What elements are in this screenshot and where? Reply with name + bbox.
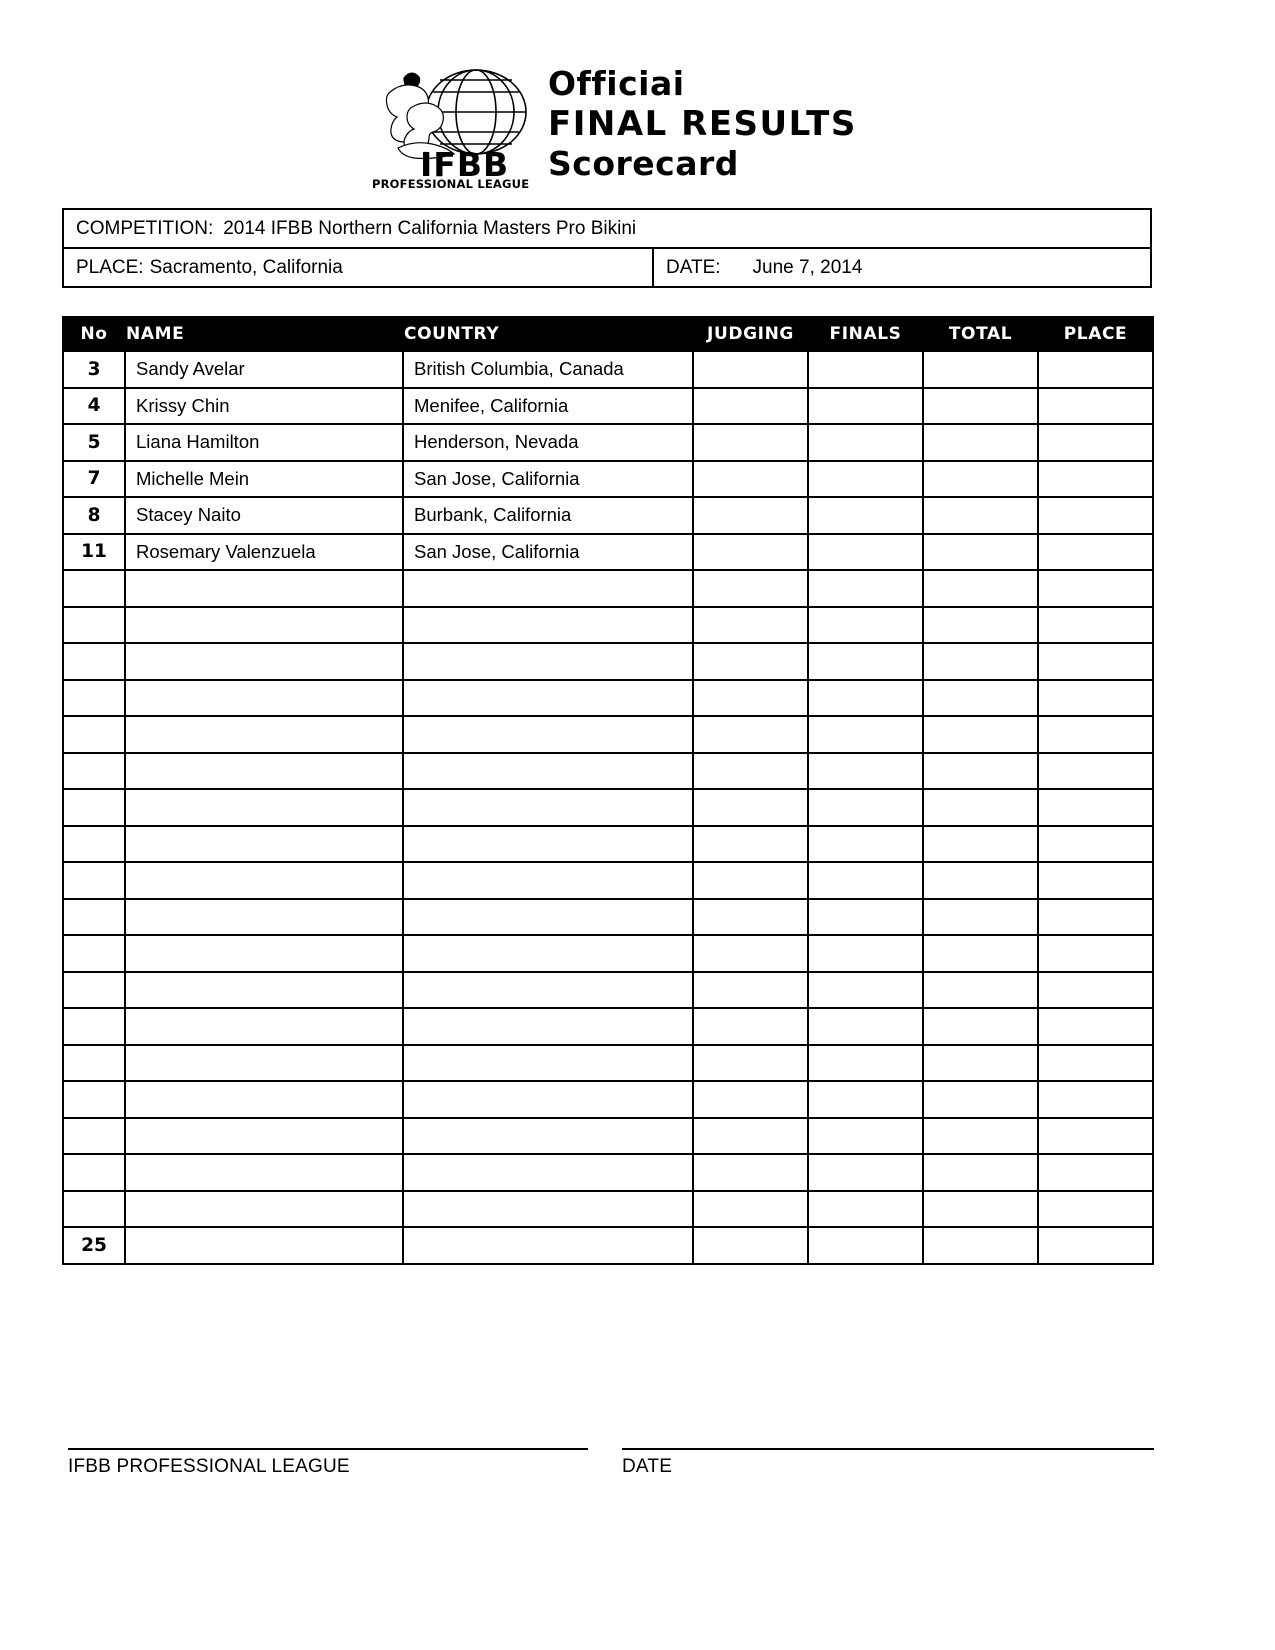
cell-country[interactable] — [403, 1227, 693, 1264]
event-info-box — [62, 208, 1152, 288]
cell-finals[interactable] — [808, 1118, 923, 1155]
cell-no[interactable] — [63, 716, 125, 753]
cell-place[interactable] — [1038, 497, 1153, 534]
cell-total[interactable] — [923, 534, 1038, 571]
cell-judging[interactable] — [693, 351, 808, 388]
cell-judging[interactable] — [693, 716, 808, 753]
cell-no[interactable]: 7 — [63, 461, 125, 498]
cell-name[interactable] — [125, 1154, 403, 1191]
signature-label-league: IFBB PROFESSIONAL LEAGUE — [68, 1456, 350, 1477]
cell-place[interactable] — [1038, 1081, 1153, 1118]
cell-judging[interactable] — [693, 1154, 808, 1191]
cell-country[interactable] — [403, 607, 693, 644]
cell-country[interactable] — [403, 1081, 693, 1118]
cell-total[interactable] — [923, 1118, 1038, 1155]
cell-judging[interactable] — [693, 789, 808, 826]
results-table — [62, 316, 1154, 1265]
cell-place[interactable] — [1038, 789, 1153, 826]
cell-total[interactable] — [923, 899, 1038, 936]
cell-judging[interactable] — [693, 753, 808, 790]
place-value: Sacramento, California — [149, 257, 343, 278]
cell-total[interactable] — [923, 1154, 1038, 1191]
table-row — [63, 1154, 1153, 1191]
table-row — [63, 1008, 1153, 1045]
cell-finals[interactable] — [808, 899, 923, 936]
cell-name[interactable] — [125, 1045, 403, 1082]
cell-place[interactable] — [1038, 1227, 1153, 1264]
cell-total[interactable] — [923, 351, 1038, 388]
table-row — [63, 1118, 1153, 1155]
cell-no[interactable]: 3 — [63, 351, 125, 388]
table-row — [63, 1045, 1153, 1082]
cell-no[interactable] — [63, 1191, 125, 1228]
cell-no[interactable] — [63, 1154, 125, 1191]
table-row — [63, 607, 1153, 644]
cell-country[interactable] — [403, 570, 693, 607]
cell-name[interactable] — [125, 680, 403, 717]
cell-country[interactable] — [403, 789, 693, 826]
cell-place[interactable] — [1038, 680, 1153, 717]
cell-total[interactable] — [923, 497, 1038, 534]
signature-line-left — [68, 1448, 588, 1450]
competition-cell — [64, 210, 1150, 247]
cell-no[interactable]: 8 — [63, 497, 125, 534]
cell-name[interactable] — [125, 862, 403, 899]
cell-no[interactable]: 25 — [63, 1227, 125, 1264]
cell-no[interactable]: 5 — [63, 424, 125, 461]
cell-total[interactable] — [923, 1227, 1038, 1264]
cell-total[interactable] — [923, 716, 1038, 753]
cell-place[interactable] — [1038, 826, 1153, 863]
cell-no[interactable] — [63, 1081, 125, 1118]
cell-place[interactable] — [1038, 1191, 1153, 1228]
cell-no[interactable] — [63, 607, 125, 644]
date-cell — [654, 249, 1150, 286]
cell-finals[interactable] — [808, 862, 923, 899]
cell-country[interactable] — [403, 972, 693, 1009]
cell-country[interactable] — [403, 716, 693, 753]
date-label: DATE: — [666, 257, 721, 278]
cell-name[interactable]: Krissy Chin — [125, 388, 403, 425]
cell-name[interactable] — [125, 570, 403, 607]
cell-total[interactable] — [923, 1045, 1038, 1082]
cell-judging[interactable] — [693, 534, 808, 571]
cell-place[interactable] — [1038, 643, 1153, 680]
cell-country[interactable] — [403, 1008, 693, 1045]
cell-finals[interactable] — [808, 935, 923, 972]
cell-no[interactable] — [63, 862, 125, 899]
competition-row — [64, 210, 1150, 249]
cell-place[interactable] — [1038, 862, 1153, 899]
cell-finals[interactable] — [808, 497, 923, 534]
cell-judging[interactable] — [693, 643, 808, 680]
column-header-judging: JUDGING — [693, 317, 808, 351]
column-header-total: TOTAL — [923, 317, 1038, 351]
cell-no[interactable] — [63, 899, 125, 936]
results-table-head — [63, 317, 1153, 351]
cell-country[interactable] — [403, 753, 693, 790]
cell-finals[interactable] — [808, 461, 923, 498]
table-row — [63, 899, 1153, 936]
table-row — [63, 680, 1153, 717]
cell-name[interactable] — [125, 972, 403, 1009]
cell-total[interactable] — [923, 1081, 1038, 1118]
cell-judging[interactable] — [693, 461, 808, 498]
cell-finals[interactable] — [808, 789, 923, 826]
cell-place[interactable] — [1038, 1154, 1153, 1191]
cell-judging[interactable] — [693, 1118, 808, 1155]
results-table-body — [63, 351, 1153, 1264]
cell-name[interactable] — [125, 1008, 403, 1045]
cell-finals[interactable] — [808, 1008, 923, 1045]
cell-country[interactable]: San Jose, California — [403, 534, 693, 571]
cell-place[interactable] — [1038, 351, 1153, 388]
signature-line-right — [622, 1448, 1154, 1450]
date-value: June 7, 2014 — [752, 257, 863, 278]
cell-no[interactable] — [63, 680, 125, 717]
ifbb-logo — [368, 62, 540, 190]
cell-country[interactable] — [403, 1154, 693, 1191]
cell-country[interactable] — [403, 935, 693, 972]
table-row — [63, 862, 1153, 899]
cell-finals[interactable] — [808, 570, 923, 607]
cell-place[interactable] — [1038, 461, 1153, 498]
cell-place[interactable] — [1038, 716, 1153, 753]
cell-no[interactable] — [63, 753, 125, 790]
cell-judging[interactable] — [693, 1081, 808, 1118]
cell-no[interactable] — [63, 826, 125, 863]
table-row — [63, 534, 1153, 571]
cell-country[interactable]: Menifee, California — [403, 388, 693, 425]
document-title — [548, 62, 857, 184]
column-header-place: PLACE — [1038, 317, 1153, 351]
cell-finals[interactable] — [808, 753, 923, 790]
cell-judging[interactable] — [693, 862, 808, 899]
cell-finals[interactable] — [808, 351, 923, 388]
cell-judging[interactable] — [693, 972, 808, 1009]
table-row — [63, 972, 1153, 1009]
table-row — [63, 461, 1153, 498]
cell-country[interactable] — [403, 1191, 693, 1228]
table-row — [63, 1081, 1153, 1118]
cell-finals[interactable] — [808, 424, 923, 461]
cell-place[interactable] — [1038, 388, 1153, 425]
cell-country[interactable]: British Columbia, Canada — [403, 351, 693, 388]
cell-total[interactable] — [923, 1191, 1038, 1228]
cell-name[interactable] — [125, 1191, 403, 1228]
cell-finals[interactable] — [808, 1045, 923, 1082]
table-row — [63, 497, 1153, 534]
cell-name[interactable] — [125, 899, 403, 936]
cell-total[interactable] — [923, 753, 1038, 790]
cell-total[interactable] — [923, 1008, 1038, 1045]
cell-place[interactable] — [1038, 753, 1153, 790]
cell-country[interactable] — [403, 1045, 693, 1082]
cell-country[interactable]: Burbank, California — [403, 497, 693, 534]
cell-country[interactable] — [403, 899, 693, 936]
cell-name[interactable]: Stacey Naito — [125, 497, 403, 534]
cell-name[interactable] — [125, 1081, 403, 1118]
cell-country[interactable]: San Jose, California — [403, 461, 693, 498]
cell-finals[interactable] — [808, 972, 923, 1009]
table-row — [63, 570, 1153, 607]
table-row — [63, 826, 1153, 863]
cell-place[interactable] — [1038, 1008, 1153, 1045]
cell-place[interactable] — [1038, 570, 1153, 607]
cell-total[interactable] — [923, 680, 1038, 717]
cell-name[interactable] — [125, 1118, 403, 1155]
cell-no[interactable] — [63, 1008, 125, 1045]
cell-finals[interactable] — [808, 388, 923, 425]
cell-judging[interactable] — [693, 497, 808, 534]
cell-no[interactable]: 11 — [63, 534, 125, 571]
cell-judging[interactable] — [693, 1045, 808, 1082]
cell-no[interactable] — [63, 570, 125, 607]
cell-place[interactable] — [1038, 935, 1153, 972]
ifbb-acronym: IFBB — [420, 145, 510, 184]
cell-finals[interactable] — [808, 1081, 923, 1118]
cell-judging[interactable] — [693, 570, 808, 607]
place-date-row — [64, 249, 1150, 286]
cell-total[interactable] — [923, 789, 1038, 826]
column-header-country: COUNTRY — [403, 317, 693, 351]
cell-finals[interactable] — [808, 643, 923, 680]
cell-name[interactable] — [125, 826, 403, 863]
cell-judging[interactable] — [693, 388, 808, 425]
cell-judging[interactable] — [693, 607, 808, 644]
masthead — [368, 62, 888, 190]
cell-name[interactable] — [125, 643, 403, 680]
signature-label-date: DATE — [622, 1456, 673, 1477]
cell-judging[interactable] — [693, 424, 808, 461]
cell-country[interactable] — [403, 1118, 693, 1155]
place-label: PLACE: — [76, 257, 144, 278]
cell-no[interactable] — [63, 643, 125, 680]
cell-total[interactable] — [923, 607, 1038, 644]
cell-place[interactable] — [1038, 899, 1153, 936]
column-header-name: NAME — [125, 317, 403, 351]
cell-judging[interactable] — [693, 1191, 808, 1228]
table-row — [63, 388, 1153, 425]
cell-total[interactable] — [923, 826, 1038, 863]
cell-no[interactable] — [63, 789, 125, 826]
cell-name[interactable]: Liana Hamilton — [125, 424, 403, 461]
cell-name[interactable] — [125, 935, 403, 972]
cell-finals[interactable] — [808, 826, 923, 863]
table-row — [63, 643, 1153, 680]
table-row — [63, 351, 1153, 388]
table-row — [63, 716, 1153, 753]
cell-judging[interactable] — [693, 935, 808, 972]
title-line-2: FINAL RESULTS — [548, 104, 857, 144]
cell-total[interactable] — [923, 424, 1038, 461]
cell-country[interactable] — [403, 862, 693, 899]
cell-total[interactable] — [923, 388, 1038, 425]
cell-finals[interactable] — [808, 607, 923, 644]
cell-name[interactable]: Rosemary Valenzuela — [125, 534, 403, 571]
cell-no[interactable] — [63, 1118, 125, 1155]
cell-judging[interactable] — [693, 899, 808, 936]
cell-place[interactable] — [1038, 1045, 1153, 1082]
cell-finals[interactable] — [808, 1191, 923, 1228]
title-line-3: Scorecard — [548, 144, 739, 183]
cell-finals[interactable] — [808, 716, 923, 753]
cell-judging[interactable] — [693, 680, 808, 717]
signature-footer — [62, 1448, 1152, 1508]
cell-place[interactable] — [1038, 972, 1153, 1009]
cell-total[interactable] — [923, 461, 1038, 498]
cell-country[interactable] — [403, 680, 693, 717]
cell-name[interactable] — [125, 753, 403, 790]
table-row — [63, 789, 1153, 826]
cell-place[interactable] — [1038, 1118, 1153, 1155]
cell-no[interactable] — [63, 972, 125, 1009]
column-header-no: No — [63, 317, 125, 351]
table-row — [63, 1227, 1153, 1264]
cell-name[interactable]: Sandy Avelar — [125, 351, 403, 388]
cell-total[interactable] — [923, 862, 1038, 899]
cell-finals[interactable] — [808, 1154, 923, 1191]
table-row — [63, 1191, 1153, 1228]
cell-total[interactable] — [923, 643, 1038, 680]
ifbb-league-subtitle: PROFESSIONAL LEAGUE — [372, 177, 530, 191]
cell-no[interactable] — [63, 1045, 125, 1082]
cell-country[interactable]: Henderson, Nevada — [403, 424, 693, 461]
cell-judging[interactable] — [693, 1227, 808, 1264]
cell-judging[interactable] — [693, 826, 808, 863]
cell-name[interactable] — [125, 789, 403, 826]
cell-total[interactable] — [923, 570, 1038, 607]
cell-judging[interactable] — [693, 1008, 808, 1045]
cell-name[interactable]: Michelle Mein — [125, 461, 403, 498]
column-header-finals: FINALS — [808, 317, 923, 351]
cell-place[interactable] — [1038, 534, 1153, 571]
header-row — [63, 317, 1153, 351]
place-cell — [64, 249, 654, 286]
table-row — [63, 753, 1153, 790]
table-row — [63, 424, 1153, 461]
cell-finals[interactable] — [808, 534, 923, 571]
cell-place[interactable] — [1038, 424, 1153, 461]
cell-total[interactable] — [923, 972, 1038, 1009]
competition-label: COMPETITION: — [76, 218, 214, 239]
cell-name[interactable] — [125, 716, 403, 753]
cell-name[interactable] — [125, 607, 403, 644]
cell-name[interactable] — [125, 1227, 403, 1264]
cell-place[interactable] — [1038, 607, 1153, 644]
cell-no[interactable]: 4 — [63, 388, 125, 425]
cell-country[interactable] — [403, 643, 693, 680]
cell-finals[interactable] — [808, 1227, 923, 1264]
cell-no[interactable] — [63, 935, 125, 972]
cell-country[interactable] — [403, 826, 693, 863]
competition-value: 2014 IFBB Northern California Masters Pro Bikini — [223, 218, 637, 239]
title-line-1: Officiai — [548, 64, 685, 103]
cell-total[interactable] — [923, 935, 1038, 972]
cell-finals[interactable] — [808, 680, 923, 717]
table-row — [63, 935, 1153, 972]
